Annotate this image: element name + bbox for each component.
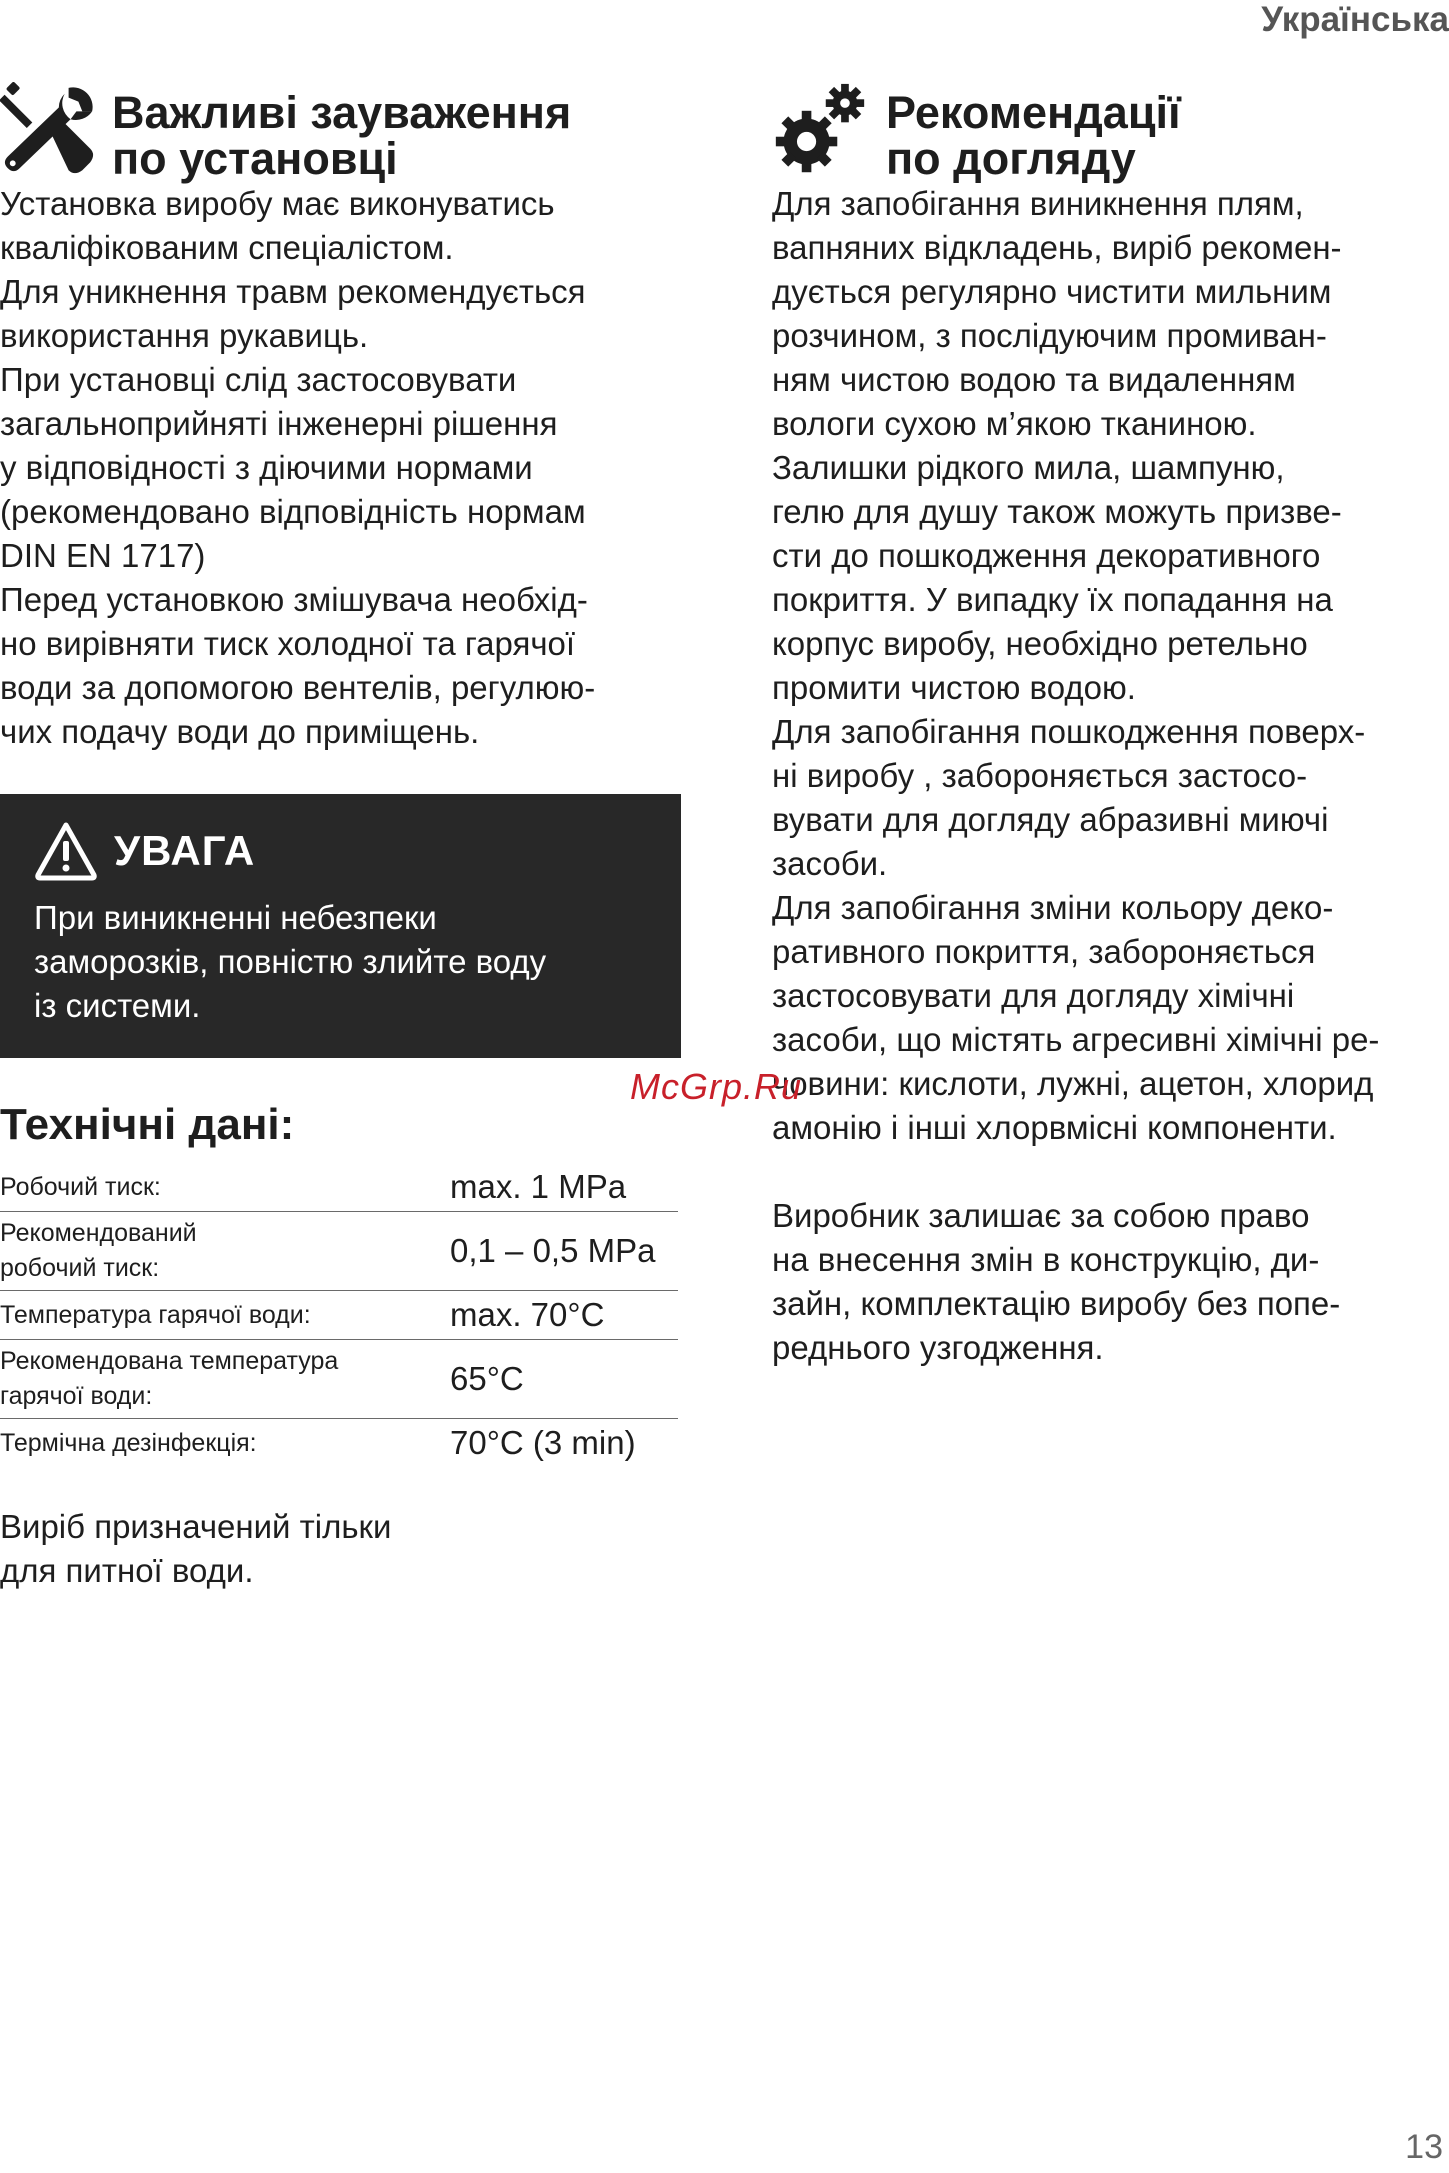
spec-value: 0,1 – 0,5 MPa xyxy=(450,1212,678,1291)
care-text: Для запобігання виникнення плям, вапняних відкладень, виріб рекомен- дується регулярно чистити мильним розчином, з послідуючим промиван- ням чистою водою та видаленням вологи сухою м’якою тканиною. Залишки рідкого мила, шампуню, гелю для душу також можуть призве- сти до пошкодження декоративного покриття. У випадку їх попадання на корпус виробу, необхідно ретельно промити чистою водою. Для запобігання пошкодження поверх- ні виробу , забороняється застосо- вувати для догляду абразивні миючі засоби. Для запобігання зміни кольору деко- ративного покриття, забороняється застосовувати для догляду хімічні засоби, що містять агресивні хімічні ре- човини: кислоти, лужні, ацетон, хлорид амонію і інші хлорвмісні компоненти. xyxy=(772,185,1380,1146)
installation-text: Установка виробу має виконуватись кваліфікованим спеціалістом. Для уникнення травм рекомендується використання рукавиць. При установці слід застосовувати загальноприйняті інженерні рішення у відповідності з діючими нормами (рекомендовано відповідність нормам DIN EN 1717) Перед установкою змішувача необхід- но вирівняти тиск холодної та гарячої води за допомогою вентелів, регулюю- чих подачу води до приміщень. xyxy=(0,185,596,750)
manufacturer-note: Виробник залишає за собою право на внесення змін в конструкцію, ди- зайн, комплектацію виробу без попе- реднього узгодження. xyxy=(772,1197,1341,1366)
drinking-water-note: Виріб призначений тільки для питної води. xyxy=(0,1508,392,1589)
table-row xyxy=(0,1163,678,1212)
wrench-screwdriver-icon xyxy=(0,82,98,180)
warning-box xyxy=(0,794,681,1058)
warning-header xyxy=(34,816,651,886)
spec-label: Робочий тиск: xyxy=(0,1163,450,1212)
language-label: Українська xyxy=(1261,0,1449,39)
warning-text: При виникненні небезпеки заморозків, повністю злийте воду із системи. xyxy=(34,899,547,1024)
spec-label: Рекомендований робочий тиск: xyxy=(0,1212,450,1291)
table-row xyxy=(0,1340,678,1419)
installation-title: Важливі зауваження по установці xyxy=(112,87,572,184)
warning-triangle-icon xyxy=(34,821,98,881)
spec-value: 65°C xyxy=(450,1340,678,1419)
installation-header xyxy=(0,82,690,182)
spec-label: Температура гарячої води: xyxy=(0,1291,450,1340)
spec-label: Термічна дезінфекція: xyxy=(0,1428,257,1457)
technical-data-section xyxy=(0,1095,678,1467)
installation-section xyxy=(0,82,690,754)
technical-data-title: Технічні дані: xyxy=(0,1100,295,1149)
table-row xyxy=(0,1212,678,1291)
spec-table xyxy=(0,1163,678,1467)
care-section xyxy=(772,82,1449,1370)
spec-value: max. 70°C xyxy=(450,1291,678,1340)
care-header xyxy=(772,82,1449,182)
care-title: Рекомендації по догляду xyxy=(886,87,1181,184)
spec-label: Рекомендована температура гарячої води: xyxy=(0,1340,450,1419)
table-row xyxy=(0,1291,678,1340)
spec-value: 70°C (3 min) xyxy=(450,1424,636,1461)
table-row xyxy=(0,1419,678,1468)
warning-title: УВАГА xyxy=(114,827,256,874)
spec-value: max. 1 MPa xyxy=(450,1163,678,1212)
watermark: McGrp.Ru xyxy=(630,1066,803,1107)
page-number: 13 xyxy=(1405,2128,1443,2166)
gears-icon xyxy=(772,82,868,178)
